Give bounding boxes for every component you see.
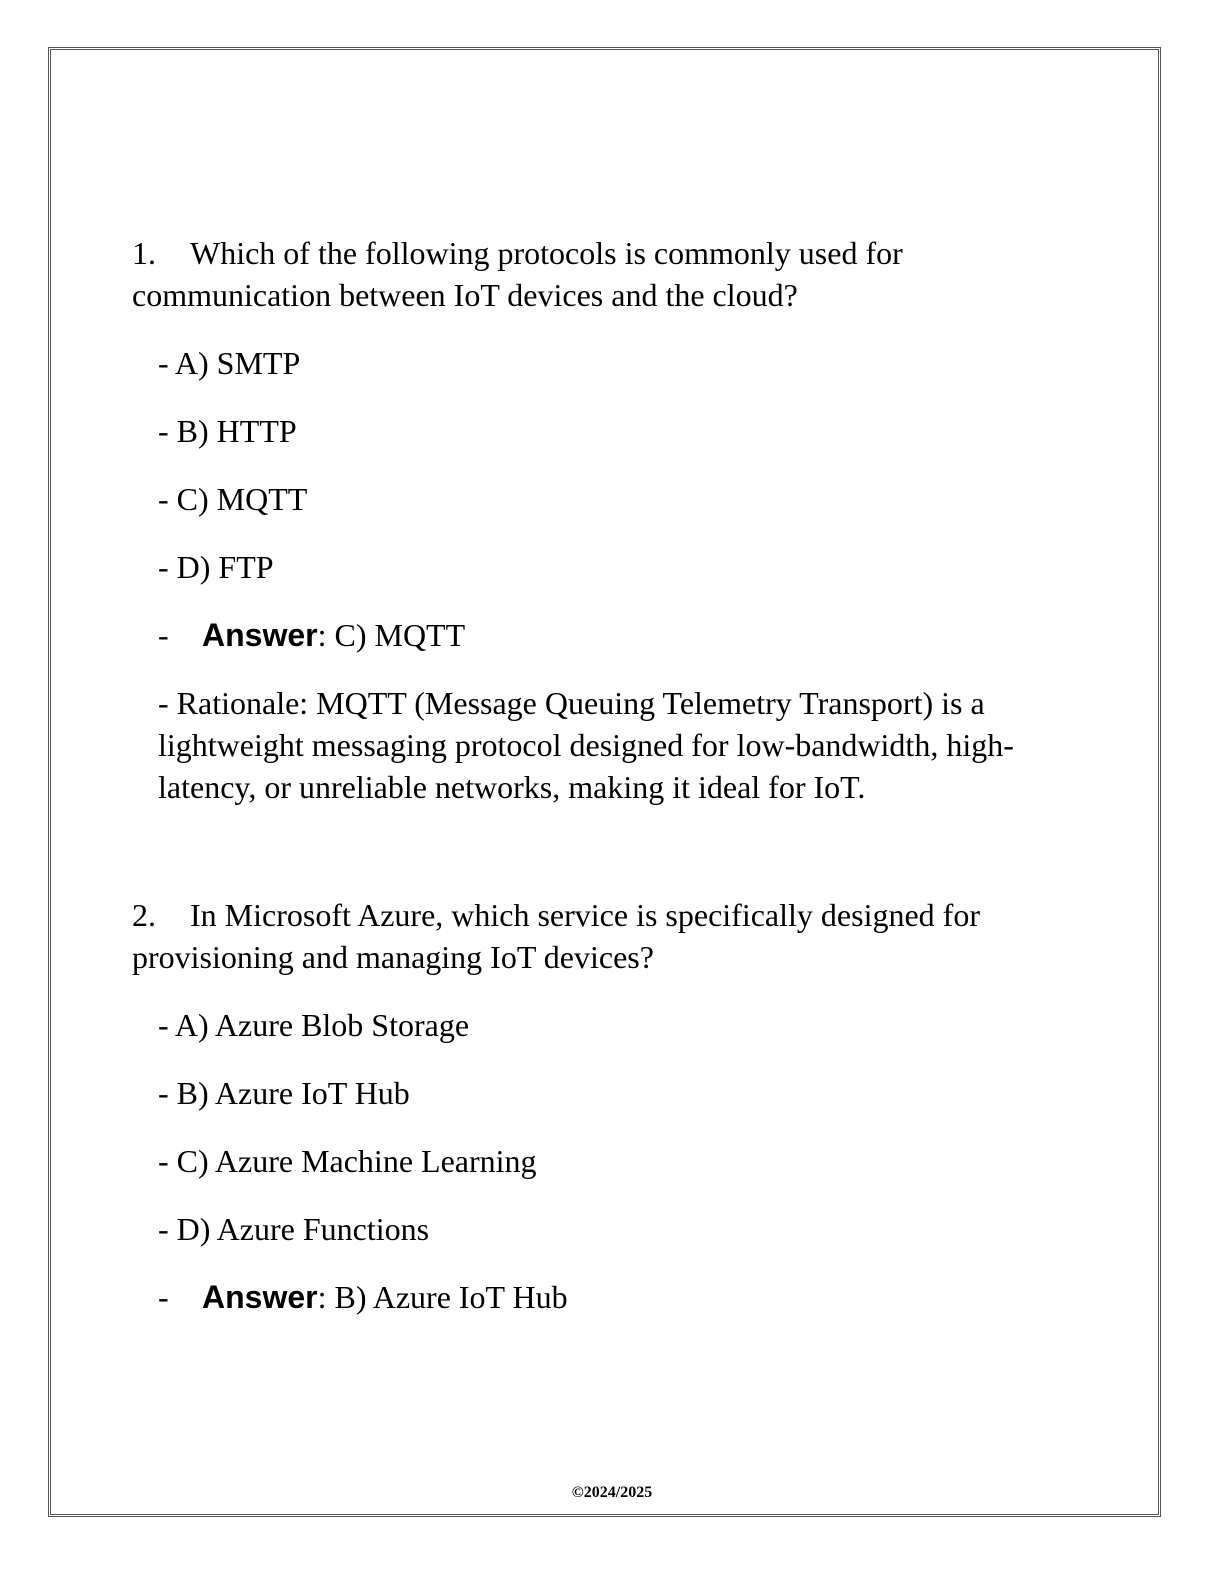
- question-1: [132, 232, 1092, 808]
- question-number: 1.: [132, 235, 156, 271]
- answer-row: [158, 1276, 1092, 1318]
- option-d: - D) FTP: [158, 549, 274, 585]
- option-d: - D) Azure Functions: [158, 1211, 430, 1247]
- answer-dash: -: [158, 1279, 169, 1315]
- rationale-text: - Rationale: MQTT (Message Queuing Telemetry Transport) is a lightweight messaging protocol designed for low-bandwidth, high-latency, or unreliable networks, making it ideal for IoT.: [158, 685, 1014, 805]
- option-b: - B) Azure IoT Hub: [158, 1075, 410, 1111]
- option-c: - C) Azure Machine Learning: [158, 1143, 537, 1179]
- copyright-footer: ©2024/2025: [571, 1484, 653, 1501]
- answer-label: Answer: [202, 1279, 318, 1315]
- document-content: [132, 232, 1092, 1318]
- option-a: - A) Azure Blob Storage: [158, 1007, 470, 1043]
- option-a: - A) SMTP: [158, 345, 301, 381]
- question-2: [132, 894, 1092, 1318]
- question-body: Which of the following protocols is commonly used for communication between IoT devices and the cloud?: [132, 235, 903, 313]
- answer-value: : C) MQTT: [317, 617, 466, 653]
- answer-value: : B) Azure IoT Hub: [317, 1279, 568, 1315]
- question-number: 2.: [132, 897, 156, 933]
- option-b: - B) HTTP: [158, 413, 297, 449]
- question-text: [132, 232, 1092, 316]
- question-text: [132, 894, 1092, 978]
- answer-row: [158, 614, 1092, 656]
- option-c: - C) MQTT: [158, 481, 308, 517]
- answer-label: Answer: [202, 617, 318, 653]
- question-body: In Microsoft Azure, which service is specifically designed for provisioning and managing IoT devices?: [132, 897, 980, 975]
- answer-dash: -: [158, 617, 169, 653]
